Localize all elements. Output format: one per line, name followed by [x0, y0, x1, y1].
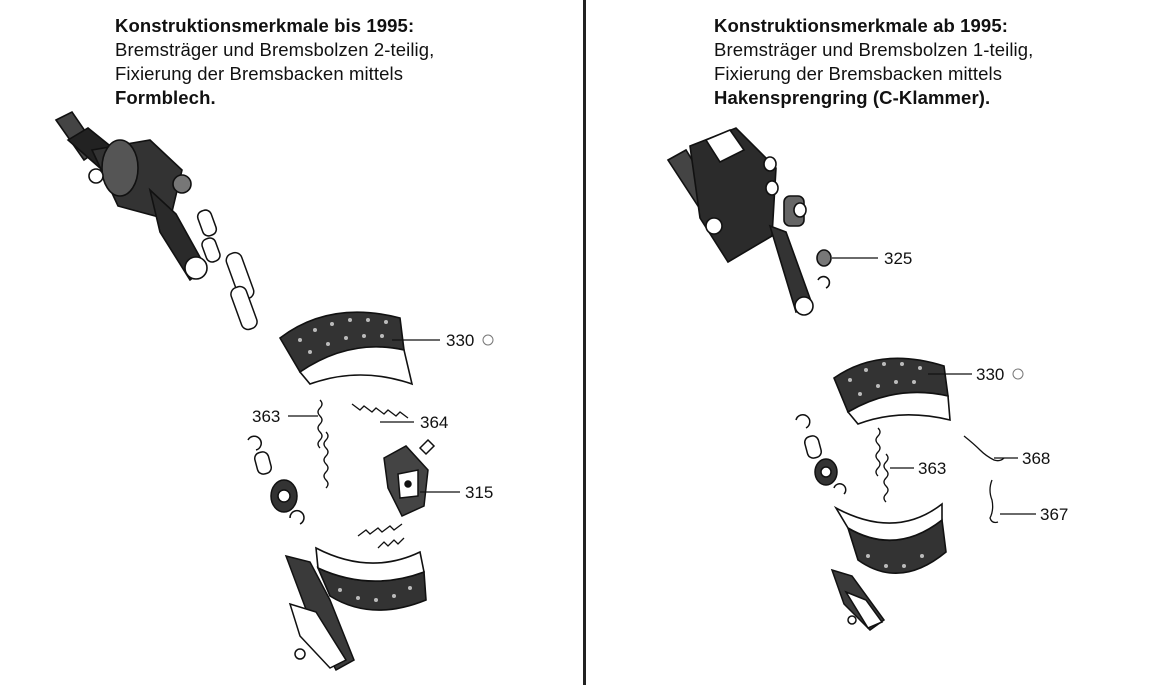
panel-divider	[583, 0, 586, 685]
callout-330-left: 330	[446, 331, 475, 350]
callout-315: 315	[465, 483, 494, 502]
right-panel	[588, 0, 1155, 685]
left-brake-shoe-bottom	[316, 548, 426, 610]
right-lining-plate	[832, 570, 884, 630]
left-line-3: Formblech.	[115, 87, 216, 108]
left-brake-shoe-top	[280, 312, 412, 384]
right-axle-assembly	[668, 128, 813, 315]
right-small-parts	[796, 415, 846, 494]
callout-363-right: 363	[918, 459, 947, 478]
info-circle-icon	[483, 335, 493, 345]
right-line-3: Hakensprengring (C-Klammer).	[714, 87, 991, 108]
right-brake-shoe-bottom	[836, 504, 946, 573]
left-title: Konstruktionsmerkmale bis 1995:	[115, 15, 415, 36]
callout-364: 364	[420, 413, 449, 432]
callout-330-right: 330	[976, 365, 1005, 384]
right-title: Konstruktionsmerkmale ab 1995:	[714, 15, 1008, 36]
left-small-parts	[248, 436, 304, 524]
info-circle-icon	[1013, 369, 1023, 379]
callout-363-left: 363	[252, 407, 281, 426]
right-exploded-diagram	[588, 0, 1155, 685]
right-brake-shoe-top	[834, 358, 950, 424]
left-retaining-plate	[384, 440, 434, 516]
left-line-2: Fixierung der Bremsbacken mittels	[115, 63, 404, 84]
right-line-1: Bremsträger und Bremsbolzen 1-teilig,	[714, 39, 1034, 60]
callout-367: 367	[1040, 505, 1069, 524]
callout-325: 325	[884, 249, 913, 268]
left-line-1: Bremsträger und Bremsbolzen 2-teilig,	[115, 39, 435, 60]
left-axle-assembly	[56, 112, 207, 280]
right-line-2: Fixierung der Bremsbacken mittels	[714, 63, 1003, 84]
callout-368: 368	[1022, 449, 1051, 468]
